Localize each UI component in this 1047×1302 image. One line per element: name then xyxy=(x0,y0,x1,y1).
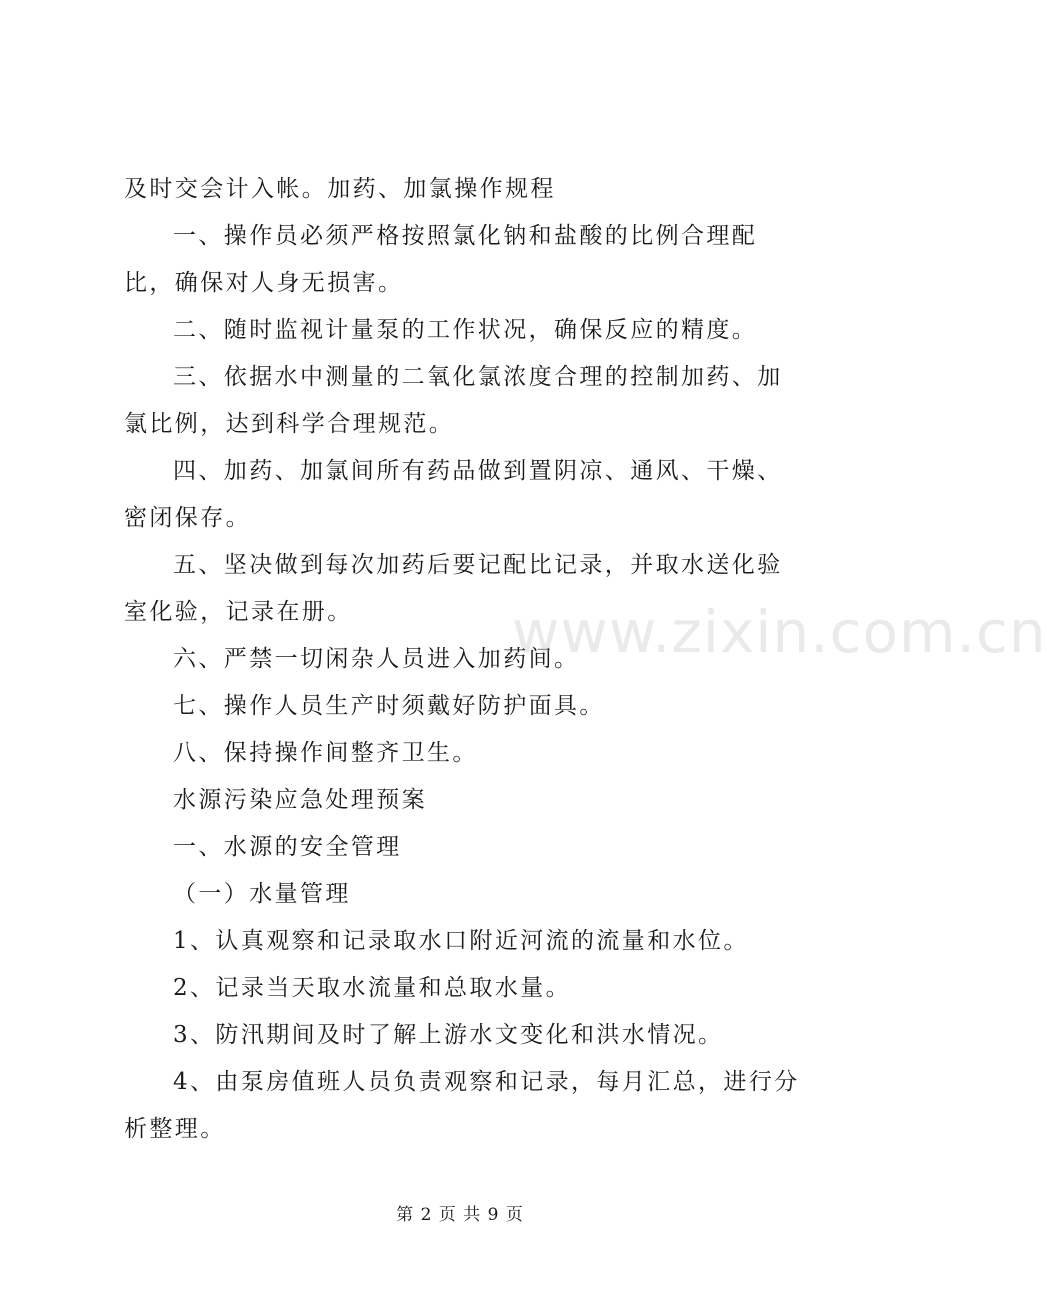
paragraph-2: 二、随时监视计量泵的工作状况，确保反应的精度。 xyxy=(173,317,758,343)
paragraph-7: 七、操作人员生产时须戴好防护面具。 xyxy=(173,693,605,719)
sub-subsection-heading: （一）水量管理 xyxy=(173,881,351,907)
paragraph-6: 六、严禁一切闲杂人员进入加药间。 xyxy=(173,646,580,672)
paragraph-14: 3、防汛期间及时了解上游水文变化和洪水情况。 xyxy=(173,1022,724,1048)
paragraph-4: 四、加药、加氯间所有药品做到置阴凉、通风、干燥、密闭保存。 xyxy=(124,458,783,531)
paragraph-12: 1、认真观察和记录取水口附近河流的流量和水位。 xyxy=(173,928,749,954)
paragraph-1: 一、操作员必须严格按照氯化钠和盐酸的比例合理配比，确保对人身无损害。 xyxy=(124,223,758,296)
paragraph-5: 五、坚决做到每次加药后要记配比记录，并取水送化验室化验，记录在册。 xyxy=(124,552,783,625)
document-body xyxy=(124,166,804,1153)
subsection-heading: 一、水源的安全管理 xyxy=(173,834,402,860)
paragraph-0: 及时交会计入帐。加药、加氯操作规程 xyxy=(124,176,556,202)
page-footer: 第 2 页 共 9 页 xyxy=(396,1205,524,1225)
section-heading: 水源污染应急处理预案 xyxy=(173,787,427,813)
paragraph-8: 八、保持操作间整齐卫生。 xyxy=(173,740,478,766)
paragraph-15: 4、由泵房值班人员负责观察和记录，每月汇总，进行分析整理。 xyxy=(124,1069,800,1142)
watermark: www.zixin.com.cn xyxy=(512,598,1047,666)
paragraph-13: 2、记录当天取水流量和总取水量。 xyxy=(173,975,572,1001)
paragraph-3: 三、依据水中测量的二氧化氯浓度合理的控制加药、加氯比例，达到科学合理规范。 xyxy=(124,364,783,437)
